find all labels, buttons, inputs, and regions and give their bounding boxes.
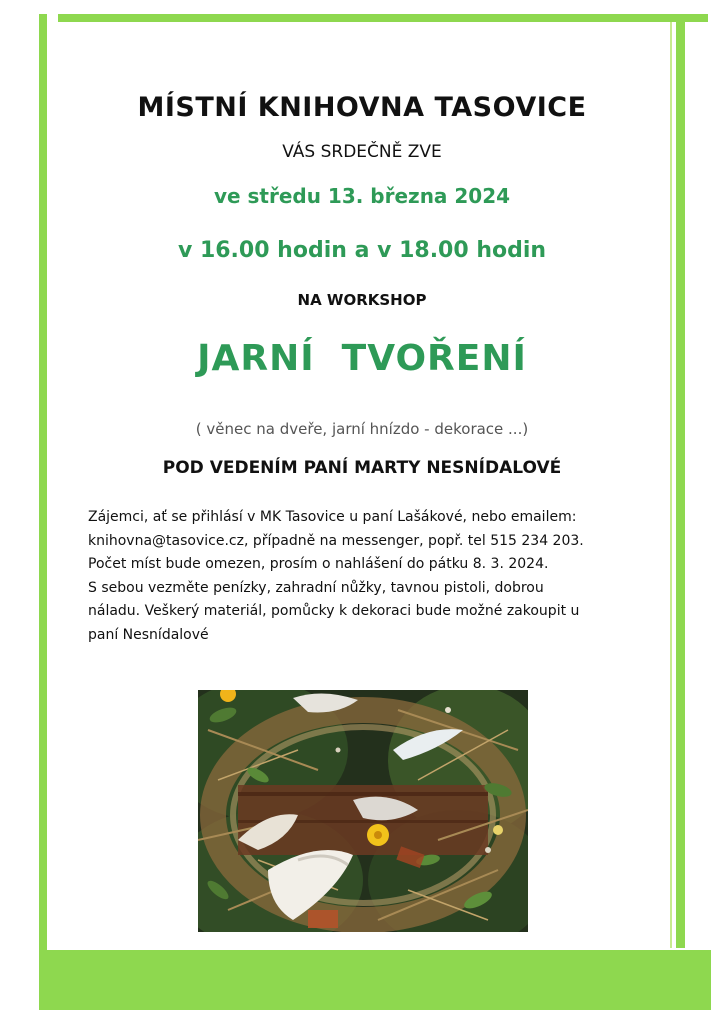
workshop-label: NA WORKSHOP xyxy=(297,291,427,309)
workshop-lead: POD VEDENÍM PANÍ MARTY NESNÍDALOVÉ xyxy=(162,458,562,478)
event-date: ve středu 13. března 2024 xyxy=(213,184,511,208)
invite-text: VÁS SRDEČNĚ ZVE xyxy=(282,142,442,162)
bottom-band xyxy=(39,950,711,1010)
info-line: knihovna@tasovice.cz, případně na messenger, popř. tel 515 234 203. xyxy=(88,532,584,549)
workshop-title: JARNÍ TVOŘENÍ xyxy=(197,338,527,379)
wreath-photo xyxy=(198,690,528,932)
info-line: Zájemci, ať se přihlásí v MK Tasovice u paní Lašákové, nebo emailem: xyxy=(88,509,577,525)
poster-title: MÍSTNÍ KNIHOVNA TASOVICE xyxy=(137,92,587,123)
event-time: v 16.00 hodin a v 18.00 hodin xyxy=(177,238,547,263)
info-line: paní Nesnídalové xyxy=(88,626,209,643)
info-line: náladu. Veškerý materiál, pomůcky k dekoraci bude možné zakoupit u xyxy=(88,603,580,619)
info-line: S sebou vezměte penízky, zahradní nůžky, tavnou pistoli, dobrou xyxy=(88,579,544,596)
info-paragraph xyxy=(88,506,648,647)
top-border xyxy=(58,14,708,22)
info-line: Počet míst bude omezen, prosím o nahlášení do pátku 8. 3. 2024. xyxy=(88,556,549,572)
workshop-subtitle: ( věnec na dveře, jarní hnízdo - dekorace ...) xyxy=(195,420,529,438)
